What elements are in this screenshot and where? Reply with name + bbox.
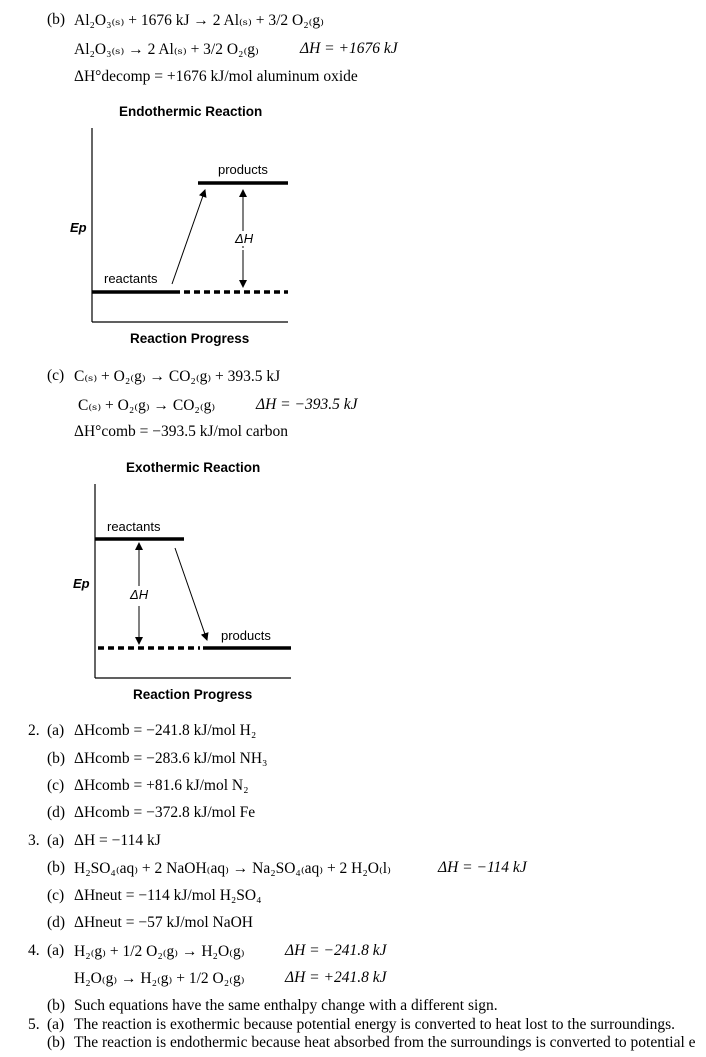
q2a-label: (a): [47, 722, 65, 739]
q4-number: 4.: [28, 942, 40, 959]
exo-diagram: [0, 470, 706, 710]
exo-products-label: products: [221, 628, 271, 643]
q4b-label: (b): [47, 997, 66, 1014]
q4a-equation-1: H₂₍g₎ + 1/2 O₂₍g₎ → H₂O₍g₎: [74, 943, 245, 960]
q2b-label: (b): [47, 750, 66, 767]
q5a-label: (a): [47, 1016, 65, 1033]
exo-diagram-title: Exothermic Reaction: [126, 460, 261, 475]
part-b-equation-2-delta-h: ΔH = +1676 kJ: [300, 40, 398, 57]
q4a-equation-2: H₂O₍g₎ → H₂₍g₎ + 1/2 O₂₍g₎: [74, 970, 245, 987]
q4a-equation-2-delta-h: ΔH = +241.8 kJ: [285, 969, 387, 986]
q3b-label: (b): [47, 859, 66, 876]
exo-delta-h-label: ΔH: [130, 587, 149, 602]
q5b-text: The reaction is endothermic because heat absorbed from the surroundings is converted to potential e: [74, 1034, 696, 1051]
part-c-comb-enthalpy: ΔH°comb = −393.5 kJ/mol carbon: [74, 423, 289, 440]
exo-x-label: Reaction Progress: [133, 687, 253, 702]
part-b-equation-1: Al₂O₃₍ₛ₎ + 1676 kJ → 2 Al₍ₛ₎ + 3/2 O₂₍g₎: [74, 12, 324, 29]
endo-reaction-arrow: [172, 190, 205, 284]
q2-number: 2.: [28, 722, 40, 739]
q4b-text: Such equations have the same enthalpy change with a different sign.: [74, 997, 498, 1014]
exo-reactants-label: reactants: [107, 519, 161, 534]
endo-products-label: products: [218, 162, 268, 177]
q3d-label: (d): [47, 914, 66, 931]
q4a-label: (a): [47, 942, 65, 959]
q3c-label: (c): [47, 887, 65, 904]
endo-x-label: Reaction Progress: [130, 331, 250, 346]
q2d-label: (d): [47, 804, 66, 821]
part-c-equation-1: C₍ₛ₎ + O₂₍g₎ → CO₂₍g₎ + 393.5 kJ: [74, 368, 281, 385]
q2b-text: ΔHcomb = −283.6 kJ/mol NH₃: [74, 750, 268, 767]
q2a-text: ΔHcomb = −241.8 kJ/mol H₂: [74, 722, 257, 739]
q3-number: 3.: [28, 832, 40, 849]
endo-diagram: [0, 0, 706, 360]
endo-diagram-y-label: Ep: [70, 220, 87, 235]
q3b-text: H₂SO₄₍aq₎ + 2 NaOH₍aq₎ → Na₂SO₄₍aq₎ + 2 H₂O₍l₎: [74, 860, 391, 877]
endo-diagram-title: Endothermic Reaction: [119, 104, 263, 119]
q3a-text: ΔH = −114 kJ: [74, 832, 161, 849]
endo-delta-h-label: ΔH: [235, 231, 254, 246]
q3d-text: ΔHneut = −57 kJ/mol NaOH: [74, 914, 253, 931]
part-b-decomp-enthalpy: ΔH°decomp = +1676 kJ/mol aluminum oxide: [74, 68, 358, 85]
q5b-label: (b): [47, 1034, 66, 1051]
q3a-label: (a): [47, 832, 65, 849]
q2c-text: ΔHcomb = +81.6 kJ/mol N₂: [74, 777, 249, 794]
part-c-equation-2: C₍ₛ₎ + O₂₍g₎ → CO₂₍g₎: [78, 397, 216, 414]
q4a-equation-1-delta-h: ΔH = −241.8 kJ: [285, 942, 387, 959]
q5a-text: The reaction is exothermic because potential energy is converted to heat lost to the surroundings.: [74, 1016, 676, 1033]
q3b-delta-h: ΔH = −114 kJ: [438, 859, 527, 876]
part-b-label: (b): [47, 11, 66, 28]
part-b-equation-2: Al₂O₃₍ₛ₎ → 2 Al₍ₛ₎ + 3/2 O₂₍g₎: [74, 41, 259, 58]
part-c-label: (c): [47, 367, 65, 384]
endo-reactants-label: reactants: [104, 271, 158, 286]
part-c-equation-2-delta-h: ΔH = −393.5 kJ: [256, 396, 358, 413]
q2c-label: (c): [47, 777, 65, 794]
exo-reaction-arrow: [175, 548, 207, 640]
q2d-text: ΔHcomb = −372.8 kJ/mol Fe: [74, 804, 256, 821]
exo-diagram-y-label: Ep: [73, 576, 90, 591]
q5-number: 5.: [28, 1016, 40, 1033]
q3c-text: ΔHneut = −114 kJ/mol H₂SO₄: [74, 887, 262, 904]
